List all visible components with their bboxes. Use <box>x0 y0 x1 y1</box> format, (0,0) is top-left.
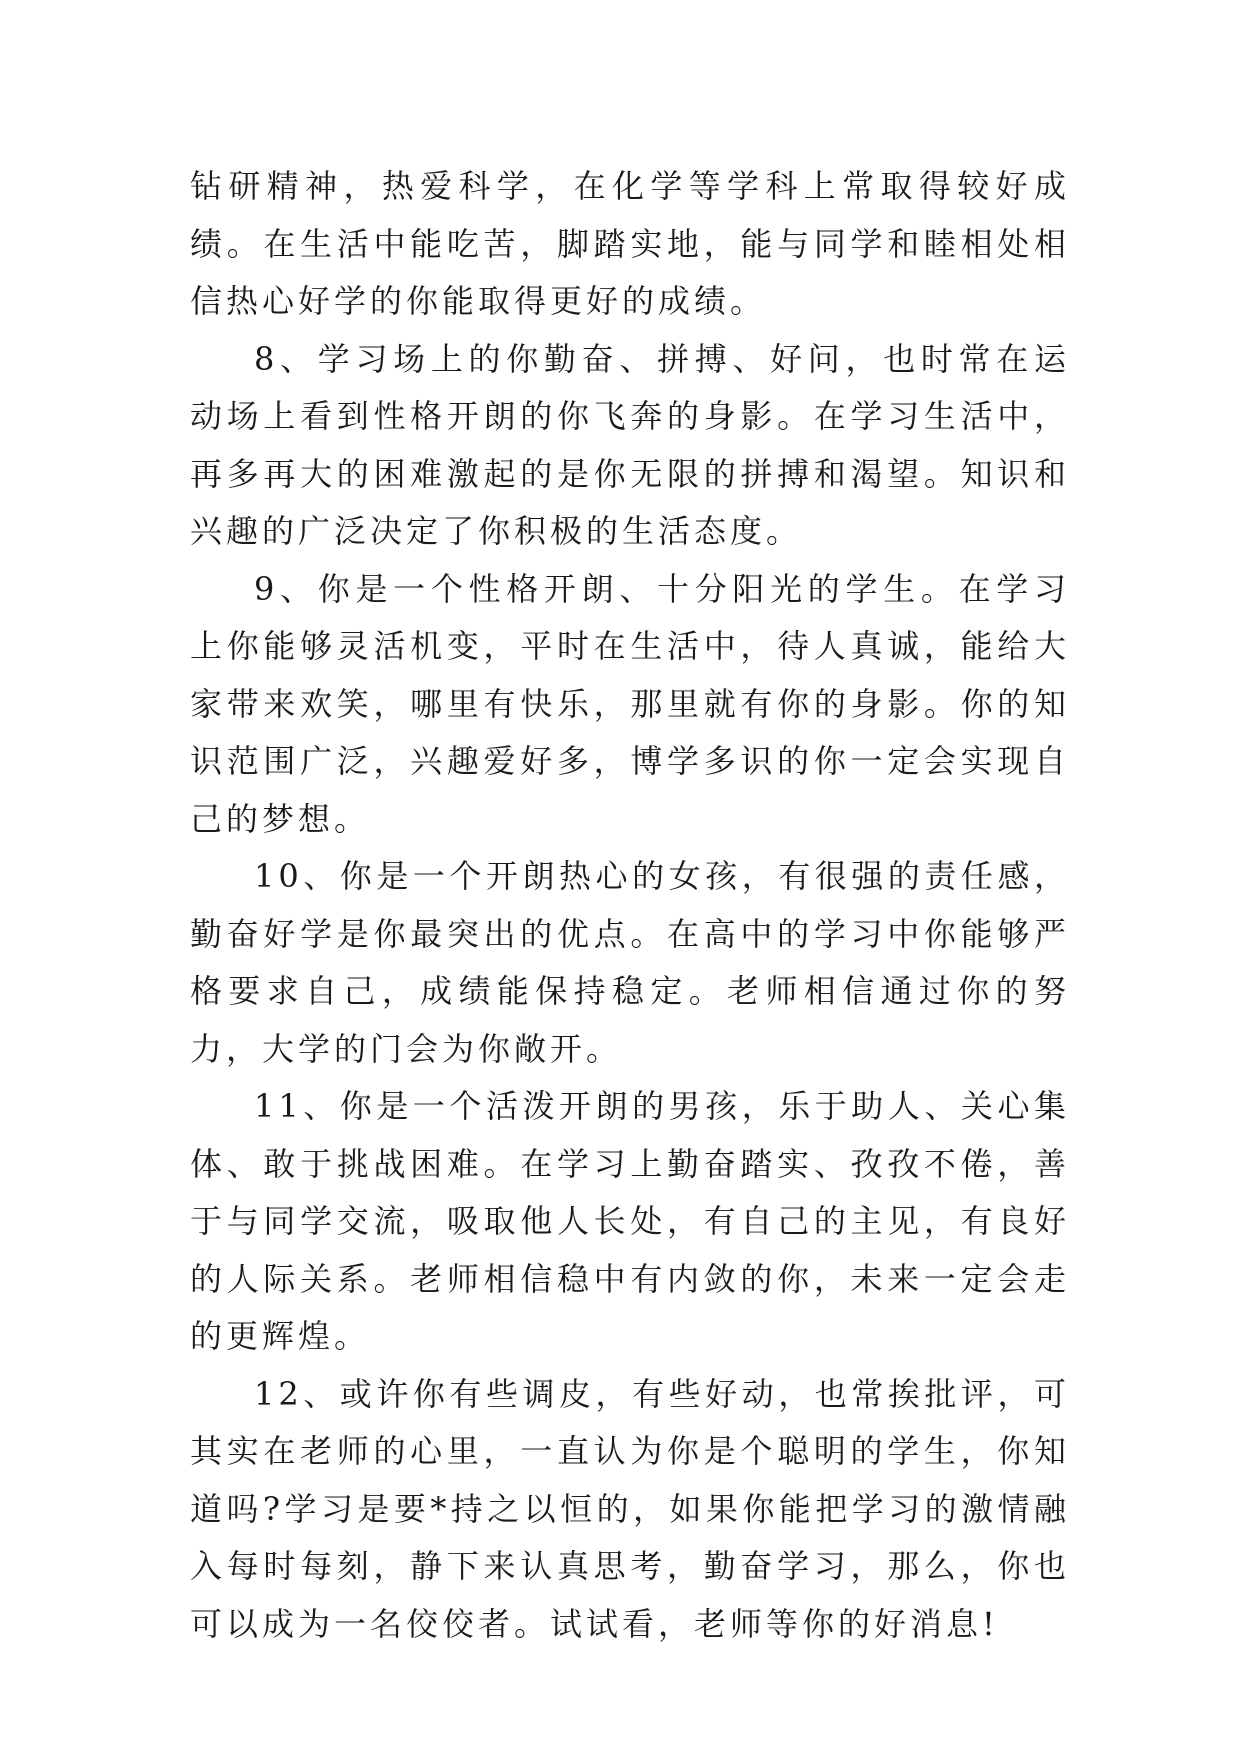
paragraph-comment-10: 10、你是一个开朗热心的女孩，有很强的责任感，勤奋好学是你最突出的优点。在高中的学习中你能够严格要求自己，成绩能保持稳定。老师相信通过你的努力，大学的门会为你敞开。 <box>190 857 1070 1068</box>
paragraph-continued: 钻研精神，热爱科学，在化学等学科上常取得较好成绩。在生活中能吃苦，脚踏实地，能与同学和睦相处相信热心好学的你能取得更好的成绩。 <box>190 167 1070 320</box>
document-body <box>190 158 1070 1653</box>
paragraph-comment-11: 11、你是一个活泼开朗的男孩，乐于助人、关心集体、敢于挑战困难。在学习上勤奋踏实、孜孜不倦，善于与同学交流，吸取他人长处，有自己的主见，有良好的人际关系。老师相信稳中有内敛的你，未来一定会走的更辉煌。 <box>190 1087 1070 1355</box>
paragraph-comment-12: 12、或许你有些调皮，有些好动，也常挨批评，可其实在老师的心里，一直认为你是个聪明的学生，你知道吗?学习是要*持之以恒的，如果你能把学习的激情融入每时每刻，静下来认真思考，勤奋学习，那么，你也可以成为一名佼佼者。试试看，老师等你的好消息! <box>190 1374 1070 1643</box>
paragraph-comment-9: 9、你是一个性格开朗、十分阳光的学生。在学习上你能够灵活机变，平时在生活中，待人真诚，能给大家带来欢笑，哪里有快乐，那里就有你的身影。你的知识范围广泛，兴趣爱好多，博学多识的你一定会实现自己的梦想。 <box>190 569 1070 838</box>
paragraph-comment-8: 8、学习场上的你勤奋、拼搏、好问，也时常在运动场上看到性格开朗的你飞奔的身影。在学习生活中，再多再大的困难激起的是你无限的拼搏和渴望。知识和兴趣的广泛决定了你积极的生活态度。 <box>190 339 1070 550</box>
